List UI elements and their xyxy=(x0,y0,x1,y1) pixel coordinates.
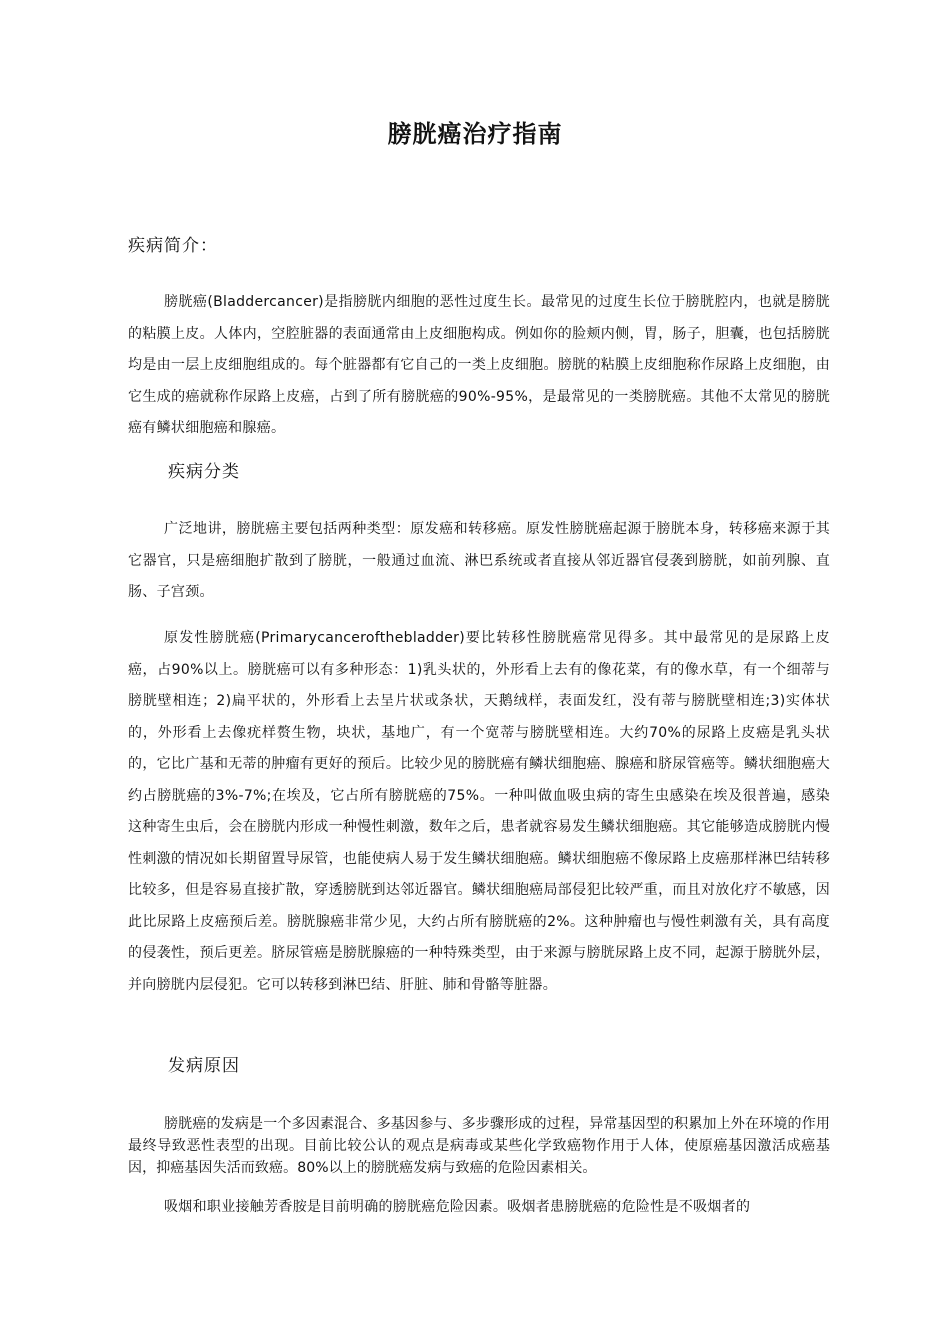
paragraph-classification-primary: 原发性膀胱癌(Primarycanceroft​hebladder)要比转移性膀胱癌常见得多。其中最常见的是尿路上皮癌，占90%以上。膀胱癌可以有多种形态：1)乳头状的，外形看上去有的像花菜，有的像水草，有一个细蒂与膀胱壁相连；2)扁平状的，外形看上去呈片状或条状，天鹅绒样，表面发红，没有蒂与膀胱壁相连;3)实体状的，外形看上去像疣样赘生物，块状，基地广，有一个宽蒂与膀胱壁相连。大约70%的尿路上皮癌是乳头状的，它比广基和无蒂的肿瘤有更好的预后。比较少见的膀胱癌有鳞状细胞癌、腺癌和脐尿管癌等。鳞状细胞癌大约占膀胱癌的3%-7%;在埃及，它占所有膀胱癌的75%。一种叫做血吸虫病的寄生虫感染在埃及很普遍，感染这种寄生虫后，会在膀胱内形成一种慢性刺激，数年之后，患者就容易发生鳞状细胞癌。其它能够造成膀胱内慢性刺激的情况如长期留置导尿管，也能使病人易于发生鳞状细胞癌。鳞状细胞癌不像尿路上皮癌那样淋巴结转移比较多，但是容易直接扩散，穿透膀胱到达邻近器官。鳞状细胞癌局部侵犯比较严重，而且对放化疗不敏感，因此比尿路上皮癌预后差。膀胱腺癌非常少见，大约占所有膀胱癌的2%。这种肿瘤也与慢性刺激有关，具有高度的侵袭性，预后更差。脐尿管癌是膀胱腺癌的一种特殊类型，由于来源与膀胱尿路上皮不同，起源于膀胱外层，并向膀胱内层侵犯。它可以转移到淋巴结、肝脏、肺和骨骼等脏器。 xyxy=(128,630,830,993)
section-heading-introduction: 疾病简介： xyxy=(128,236,218,256)
document-title: 膀胱癌治疗指南 xyxy=(387,120,563,148)
paragraph-classification-types: 广泛地讲，膀胱癌主要包括两种类型：原发癌和转移癌。原发性膀胱癌起源于膀胱本身，转移癌来源于其它器官，只是癌细胞扩散到了膀胱，一般通过血流、淋巴系统或者直接从邻近器官侵袭到膀胱，如前列腺、直肠、子宫颈。 xyxy=(128,521,830,600)
section-heading-classification: 疾病分类 xyxy=(168,462,240,482)
section-heading-causes: 发病原因 xyxy=(168,1056,240,1076)
paragraph-introduction: 膀胱癌(Bladdercancer)是指膀胱内细胞的恶性过度生长。最常见的过度生长位于膀胱腔内，也就是膀胱的粘膜上皮。人体内，空腔脏器的表面通常由上皮细胞构成。例如你的脸颊内侧，胃，肠子，胆囊，也包括膀胱均是由一层上皮细胞组成的。每个脏器都有它自己的一类上皮细胞。膀胱的粘膜上皮细胞称作尿路上皮细胞，由它生成的癌就称作尿路上皮癌，占到了所有膀胱癌的90%-95%，是最常见的一类膀胱癌。其他不太常见的膀胱癌有鳞状细胞癌和腺癌。 xyxy=(128,294,830,436)
paragraph-causes-risk-factors: 吸烟和职业接触芳香胺是目前明确的膀胱癌危险因素。吸烟者患膀胱癌的危险性是不吸烟者的 xyxy=(164,1199,751,1215)
paragraph-causes-overview: 膀胱癌的发病是一个多因素混合、多基因参与、多步骤形成的过程，异常基因型的积累加上外在环境的作用最终导致恶性表型的出现。目前比较公认的观点是病毒或某些化学致癌物作用于人体，使原癌基因激活成癌基因，抑癌基因失活而致癌。80%以上的膀胱癌发病与致癌的危险因素相关。 xyxy=(128,1116,830,1176)
